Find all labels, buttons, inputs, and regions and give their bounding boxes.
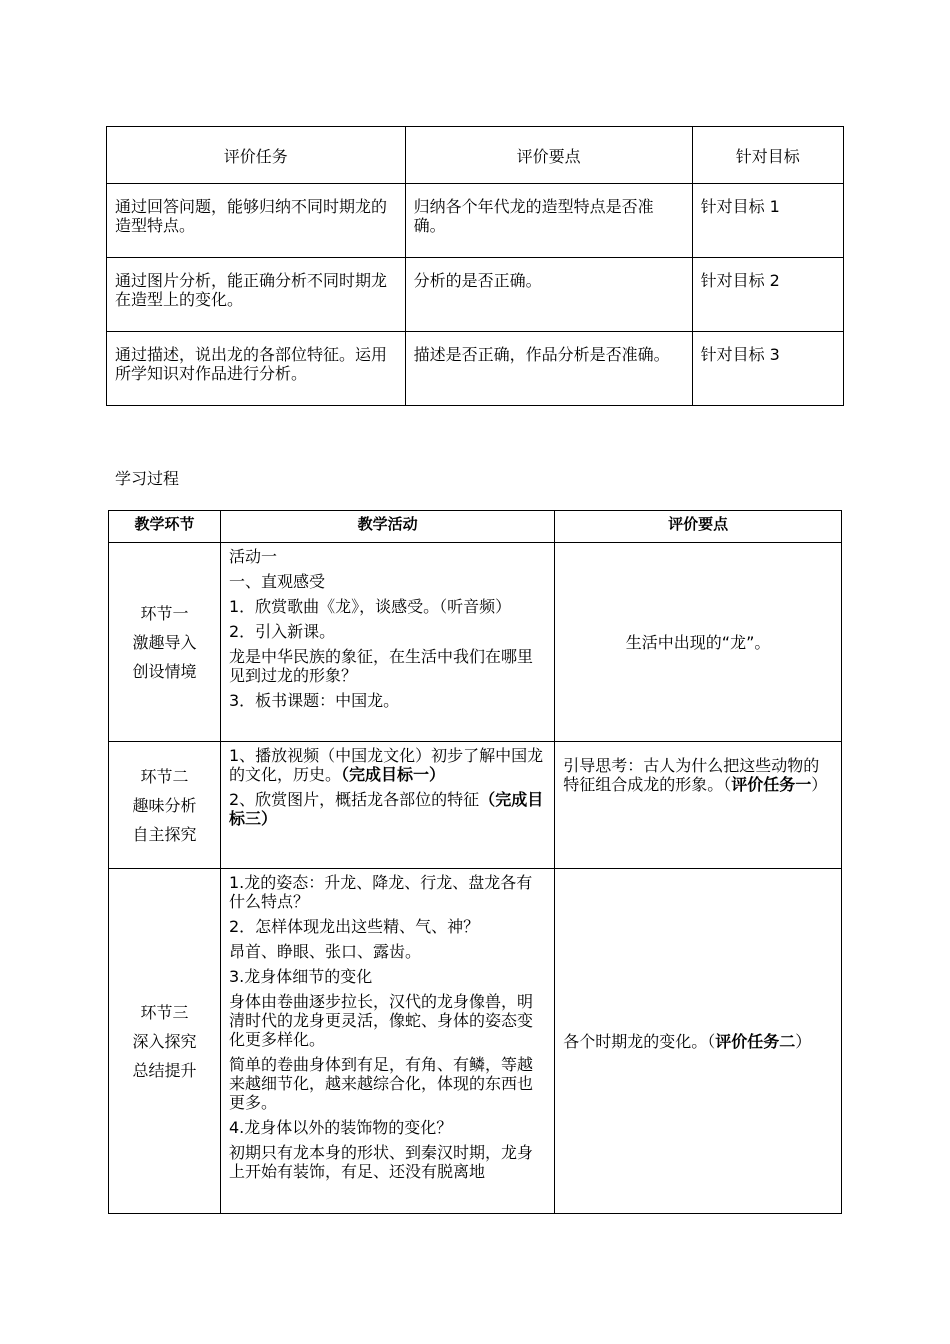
- evaluation-cell: 生活中出现的“龙”。: [555, 543, 842, 742]
- eval-task: 通过描述，说出龙的各部位特征。运用所学知识对作品进行分析。: [107, 332, 406, 406]
- table-row: [107, 184, 844, 258]
- activity-line: 一、直观感受: [229, 572, 326, 591]
- stage-line: 环节二: [140, 766, 189, 786]
- goal-emphasis: （完成目标三）: [229, 790, 544, 828]
- evaluation-text: 引导思考：古人为什么把这些动物的特征组合成龙的形象。（: [563, 756, 820, 794]
- stage-cell: [109, 742, 221, 869]
- stage-line: 自主探究: [132, 824, 197, 844]
- evaluation-cell: [555, 742, 842, 869]
- table-row: [109, 742, 842, 869]
- eval-task: 通过图片分析，能正确分析不同时期龙在造型上的变化。: [107, 258, 406, 332]
- header-stage: 教学环节: [109, 511, 221, 543]
- stage-cell: [109, 869, 221, 1214]
- stage-cell: [109, 543, 221, 742]
- table-header-row: [109, 511, 842, 543]
- process-table: [108, 510, 842, 1214]
- header-target: 针对目标: [692, 127, 843, 184]
- table-row: [109, 543, 842, 742]
- eval-point: 归纳各个年代龙的造型特点是否准确。: [405, 184, 692, 258]
- activity-line: [229, 746, 546, 784]
- section-title: 学习过程: [115, 469, 180, 488]
- table-row: [107, 258, 844, 332]
- eval-task: 通过回答问题，能够归纳不同时期龙的造型特点。: [107, 184, 406, 258]
- activity-line: 简单的卷曲身体到有足，有角、有鳞，等越来越细节化，越来越综合化，体现的东西也更多。: [229, 1055, 534, 1112]
- activity-line: 1.龙的姿态：升龙、降龙、行龙、盘龙各有什么特点？: [229, 873, 533, 911]
- activity-line: [229, 790, 546, 828]
- activity-line: 昂首、睁眼、张口、露齿。: [229, 942, 422, 961]
- table-row: [107, 332, 844, 406]
- evaluation-tail: ）: [795, 1031, 812, 1051]
- activity-line: 龙是中华民族的象征，在生活中我们在哪里见到过龙的形象？: [229, 647, 534, 685]
- table-header-row: [107, 127, 844, 184]
- activity-line: 3.龙身体细节的变化: [229, 967, 373, 986]
- header-task: 评价任务: [107, 127, 406, 184]
- activities-cell: [221, 543, 555, 742]
- activity-line: 活动一: [229, 547, 278, 566]
- stage-line: 创设情境: [132, 661, 197, 681]
- stage-line: 激趣导入: [132, 632, 197, 652]
- activities-cell: [221, 742, 555, 869]
- evaluation-cell: [555, 869, 842, 1214]
- activity-text: 1、播放视频（中国龙文化）初步了解中国龙的文化，历史。: [229, 746, 544, 784]
- activity-line: 2．引入新课。: [229, 622, 336, 641]
- stage-line: 环节三: [140, 1002, 189, 1022]
- table-row: [109, 869, 842, 1214]
- header-activity: 教学活动: [221, 511, 555, 543]
- evaluation-text: 各个时期龙的变化。（: [563, 1031, 716, 1051]
- activity-line: 初期只有龙本身的形状、到秦汉时期，龙身上开始有装饰，有足、还没有脱离地: [229, 1143, 534, 1181]
- evaluation-task-ref: 评价任务一: [731, 775, 812, 794]
- activity-text: 2、欣赏图片，概括龙各部位的特征: [229, 790, 480, 809]
- header-evaluation: 评价要点: [555, 511, 842, 543]
- activity-line: 身体由卷曲逐步拉长，汉代的龙身像兽，明清时代的龙身更灵活，像蛇、身体的姿态变化更多样化。: [229, 992, 534, 1049]
- activities-cell: [221, 869, 555, 1214]
- evaluation-tail: ）: [811, 775, 828, 794]
- stage-line: 趣味分析: [132, 795, 197, 815]
- evaluation-table: [106, 126, 844, 406]
- eval-point: 描述是否正确，作品分析是否准确。: [405, 332, 692, 406]
- activity-line: 3．板书课题：中国龙。: [229, 691, 400, 710]
- evaluation-task-ref: 评价任务二: [715, 1031, 796, 1051]
- eval-point: 分析的是否正确。: [405, 258, 692, 332]
- stage-line: 环节一: [140, 603, 189, 623]
- header-point: 评价要点: [405, 127, 692, 184]
- eval-target: 针对目标 3: [692, 332, 843, 406]
- eval-target: 针对目标 2: [692, 258, 843, 332]
- stage-line: 总结提升: [132, 1060, 197, 1080]
- activity-line: 2．怎样体现龙出这些精、气、神？: [229, 917, 480, 936]
- goal-emphasis: （完成目标一）: [341, 765, 446, 784]
- activity-line: 1．欣赏歌曲《龙》，谈感受。（听音频）: [229, 597, 512, 616]
- activity-line: 4.龙身体以外的装饰物的变化？: [229, 1118, 453, 1137]
- stage-line: 深入探究: [132, 1031, 197, 1051]
- eval-target: 针对目标 1: [692, 184, 843, 258]
